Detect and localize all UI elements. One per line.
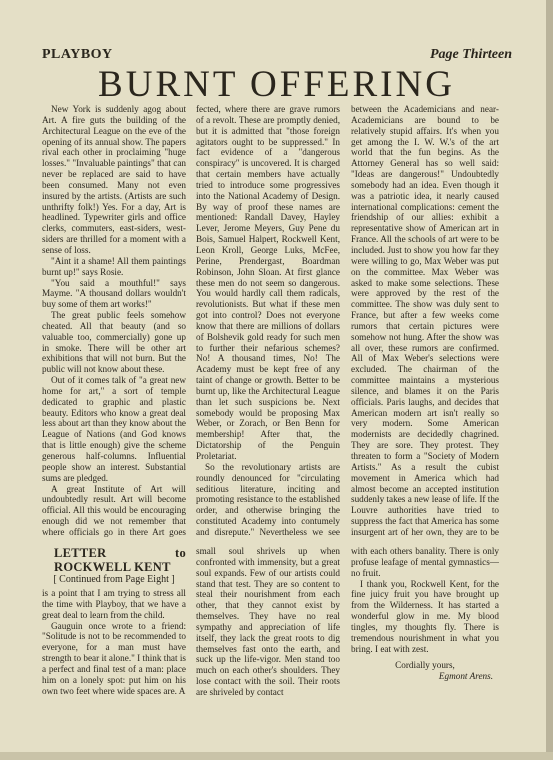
page-edge-shadow <box>546 0 553 760</box>
paragraph: "You said a mouthful!" says Mayme. "A thousand dollars wouldn't buy some of them art works!" <box>42 277 186 310</box>
letter-title: LETTER to ROCKWELL KENT <box>54 546 186 574</box>
paragraph: is a point that I am trying to stress all the time with Playboy, that we have a great deal to learn from the child. <box>42 588 186 620</box>
continued-note: [ Continued from Page Eight ] <box>53 574 175 585</box>
article-column-3 <box>351 104 499 538</box>
paragraph: "Aint it a shame! All them paintings burnt up!" says Rosie. <box>42 255 186 277</box>
article-column-2 <box>196 104 340 538</box>
letter-closing: Cordially yours, <box>395 660 455 671</box>
paragraph: New York is suddenly agog about Art. A fire guts the building of the Architectural League on the eve of the opening of its annual show. The papers rival each other in proclaiming "huge losses." "Invaluable paintings" that can never be replaced are said to have been consumed. Many not even insured by the artists. (Artists are such unthrifty folk!) Yes. For a day, Art is headlined. Typewriter girls and office clerks, commuters, east-siders, west-siders are thrilled for a moment with a sense of loss. <box>42 104 186 255</box>
paragraph: The great public feels somehow cheated. All that beauty (and so valuable too, commercially) gone up in smoke. There will be other art exhibitions that will not burn. But the public will not know about these. <box>42 310 186 375</box>
publication-name: PLAYBOY <box>42 47 113 62</box>
paragraph: A great Institute of Art will undoubtedly result. Art will become official. All this would be encouraging enough did we not remember that where officials go in there Art goes <box>42 483 186 537</box>
article-title: BURNT OFFERING <box>98 64 455 105</box>
paragraph: I thank you, Rockwell Kent, for the fine juicy fruit you have brought up from the Wilderness. It has started a wonderful glow in me. My blood tingles, my thoughts fly. There is tremendous nourishment in what you bring. I eat with zest. <box>351 578 499 654</box>
letter-column-3 <box>351 546 499 706</box>
letter-signature: Egmont Arens. <box>438 671 493 682</box>
page-bottom-edge <box>0 752 553 760</box>
paragraph: So the revolutionary artists are roundly denounced for "circulating seditious literature, inciting and promoting resistance to the established order, and otherwise bringing the constituted Academy into contumely and disrepute." Nevertheless we see <box>196 461 340 537</box>
letter-column-1 <box>42 546 186 706</box>
paragraph: small soul shrivels up when confronted with immensity, but a great soul expands. Few of our artists could stand that test. They are so content to steal their nourishment from each other, that they cannot exist by themselves. They have no real sympathy and appreciation of life itself, they lack the great roots to dig themselves fast onto the earth, and suck up the life-vigor. Men stand too much on each other's shoulders. They lose contact with the soil. Their roots are shriveled by contact <box>196 546 340 697</box>
paragraph: Out of it comes talk of "a great new home for art," a sort of temple dedicated to graphic and plastic beauty. Editors who know a great deal less about art than they know about the League of Nations (and God knows that is little enough) give the scheme generous half-columns. Influential people show an interest. Substantial sums are pledged. <box>42 375 186 483</box>
paragraph: between the Academicians and near-Academicians are bound to be relatively stupid affairs. It's when you get among the I. W. W.'s of the art world that the fun begins. As the Attorney General has so well said: "Ideas are dangerous!" Undoubtedly somebody had an idea. Even though it was a patriotic idea, it nearly caused international complications: cement the friendship of our allies: exhibit a representative show of American art in France. All the schools of art were to be included. Just to show you how far they were willing to go, Max Weber was put on the committee. Max Weber was asked to make some selections. These were approved by the rest of the committee. The show was duly sent to France, but after a few weeks come rumors that certain pictures were somehow not hung. After the show was all over, these rumors are confirmed. All of Max Weber's selections were excluded. The chairman of the committee maintains a mysterious silence, and blames it on the Paris officials. Paris laughs, and decides that American modern art isn't really so very modern. Some American modernists are decidedly chagrined. They are sore. They protest. They threaten to form a "Society of Modern Artists." As a result the cubist movement in America which had almost become an accepted institution suddenly takes a new lease of life. If the Louvre authorities have tried to suppress the fact that America has some insurgent art of her own, they are to be <box>351 104 499 537</box>
article-column-1 <box>42 104 186 538</box>
paragraph: fected, where there are grave rumors of a revolt. These are promptly denied, but it is admitted that "those foreign agitators ought to be suppressed." In fact evidence of a "dangerous conspiracy" is uncovered. It is charged that certain members have actually tried to introduce some progressives into the National Academy of Design. By way of proof these names are mentioned: Randall Davey, Hayley Lever, Jerome Meyers, Guy Pene du Bois, Samuel Halpert, Rockwell Kent, Leon Kroll, George Luks, McFee, Perine, Prendergast, Boardman Robinson, John Sloan. At first glance these men do not seem so dangerous. You would hardly call them radicals, revolutionists. But what if these men got into control? Does not everyone know that there are millions of dollars of Bolshevik gold ready for such men to further their nefarious schemes? No! A thousand times, No! The Academy must be kept free of any taint of change or growth. Better to be burnt up, like the Architectural League than let such suspicions be. Next somebody would be proposing Max Weber, or Zorach, or Ben Benn for membership! After that, the Dictatorship of the Penguin Proletariat. <box>196 104 340 461</box>
paragraph: with each others banality. There is only profuse leafage of mental gymnastics—no fruit. <box>351 546 499 578</box>
page-header <box>42 47 512 63</box>
paragraph: Gauguin once wrote to a friend: "Solitude is not to be recommended to everyone, for a man must have strength to bear it alone." I think that is a perfect and final test of a man: place him on a lonely spot: put him on his own two feet where wide spaces are. A <box>42 620 186 696</box>
letter-column-2 <box>196 546 340 706</box>
page-number: Page Thirteen <box>429 47 512 62</box>
